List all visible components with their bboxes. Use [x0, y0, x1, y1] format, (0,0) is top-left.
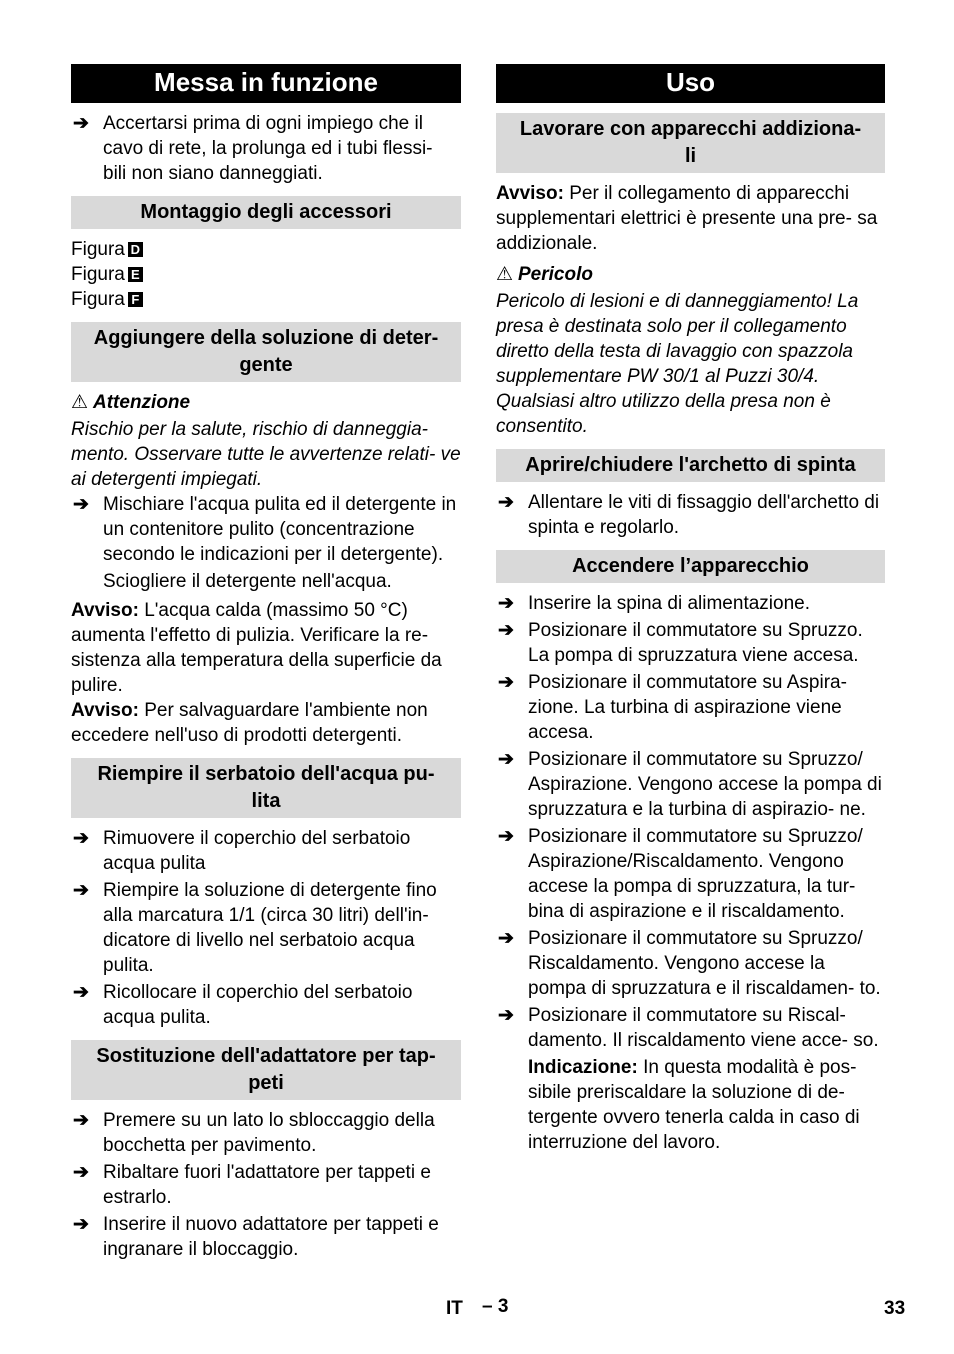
- arrow-icon: ➔: [73, 113, 89, 134]
- step-subtext: Sciogliere il detergente nell'acqua.: [103, 571, 392, 592]
- footer-page-number: 33: [884, 1298, 906, 1319]
- arrow-icon: ➔: [498, 826, 514, 847]
- step-text: Accertarsi prima di ogni impiego che il cavo di rete, la prolunga ed i tubi flessi- bili non siano danneggiati.: [103, 113, 433, 184]
- arrow-icon: ➔: [73, 1162, 89, 1183]
- figure-reference: [71, 237, 461, 262]
- note-label: Avviso:: [71, 700, 139, 721]
- arrow-icon: ➔: [498, 492, 514, 513]
- instruction-step: [496, 670, 885, 745]
- heading-line: Riempire il serbatoio dell'acqua pu-: [97, 763, 435, 785]
- subheading-archetto-spinta: Aprire/chiudere l'archetto di spinta: [496, 449, 885, 482]
- arrow-icon: ➔: [73, 880, 89, 901]
- section-title-uso: Uso: [496, 64, 885, 103]
- instruction-step: [71, 1108, 461, 1158]
- instruction-step: [71, 826, 461, 876]
- subheading-accendere-apparecchio: Accendere l’apparecchio: [496, 550, 885, 583]
- hint-text: In questa modalità è pos- sibile preriscaldare la soluzione di de- tergente ovvero tenerla calda in caso di interruzione del lavoro.: [528, 1057, 860, 1153]
- section-title-messa-in-funzione: Messa in funzione: [71, 64, 461, 103]
- note-paragraph: [71, 598, 461, 698]
- figure-badge: D: [128, 242, 143, 257]
- step-text: Posizionare il commutatore su Spruzzo/ Aspirazione. Vengono accese la pompa di spruzzatura e la turbina di aspirazio- ne.: [528, 749, 882, 820]
- hint-label: Indicazione:: [528, 1057, 638, 1078]
- instruction-step: [496, 490, 885, 540]
- arrow-icon: ➔: [498, 928, 514, 949]
- warning-label: Pericolo: [518, 264, 593, 285]
- instruction-step: [496, 824, 885, 924]
- note-label: Avviso:: [496, 183, 564, 204]
- heading-line: Sostituzione dell'adattatore per tap-: [96, 1045, 436, 1067]
- left-column: [71, 64, 461, 1264]
- step-text: Ricollocare il coperchio del serbatoio acqua pulita.: [103, 982, 413, 1028]
- arrow-icon: ➔: [498, 749, 514, 770]
- arrow-icon: ➔: [498, 593, 514, 614]
- warning-header: [496, 262, 885, 287]
- warning-text: Rischio per la salute, rischio di danneggia- mento. Osservare tutte le avvertenze relati- ve ai detergenti impiegati.: [71, 419, 461, 490]
- step-text: Riempire la soluzione di detergente fino alla marcatura 1/1 (circa 30 litri) dell'in- dicatore di livello nel serbatoio acqua pulita.: [103, 880, 437, 976]
- arrow-icon: ➔: [73, 1214, 89, 1235]
- instruction-step: [496, 1003, 885, 1053]
- step-text: Allentare le viti di fissaggio dell'archetto di spinta e regolarlo.: [528, 492, 880, 538]
- arrow-icon: ➔: [73, 828, 89, 849]
- warning-text: Pericolo di lesioni e di danneggiamento! La presa è destinata solo per il collegamento diretto della testa di lavaggio con spazzola supplementare PW 30/1 al Puzzi 30/4. Qualsiasi altro utilizzo della presa non è consentito.: [496, 291, 859, 437]
- note-paragraph: [496, 181, 885, 256]
- figure-label: Figura: [71, 239, 125, 260]
- hint-paragraph: [496, 1055, 885, 1155]
- heading-line: Aggiungere della soluzione di deter-: [93, 327, 439, 349]
- heading-line: Lavorare con apparecchi addiziona-: [519, 118, 862, 140]
- instruction-step: [71, 1212, 461, 1262]
- warning-triangle-icon: ⚠: [71, 392, 89, 413]
- warning-label: Attenzione: [93, 392, 191, 413]
- figure-reference: [71, 287, 461, 312]
- note-text: Per salvaguardare l'ambiente non eccedere nell'uso di prodotti detergenti.: [71, 700, 428, 746]
- step-text: Posizionare il commutatore su Spruzzo/ Aspirazione/Riscaldamento. Vengono accese la pompa di spruzzatura, la tur- bina di aspirazione e il riscaldamento.: [528, 826, 863, 922]
- step-text: Mischiare l'acqua pulita ed il detergente in un contenitore pulito (concentrazione secondo le indicazioni per il detergente).: [103, 494, 457, 565]
- arrow-icon: ➔: [73, 982, 89, 1003]
- arrow-icon: ➔: [498, 1005, 514, 1026]
- heading-line: gente: [239, 354, 293, 376]
- heading-line: lita: [251, 790, 281, 812]
- step-text: Ribaltare fuori l'adattatore per tappeti e estrarlo.: [103, 1162, 431, 1208]
- heading-line: li: [684, 145, 697, 167]
- warning-triangle-icon: ⚠: [496, 264, 514, 285]
- arrow-icon: ➔: [73, 1110, 89, 1131]
- figure-badge: E: [128, 267, 143, 282]
- instruction-step: [71, 1160, 461, 1210]
- right-column: [496, 64, 885, 1159]
- step-text: Inserire la spina di alimentazione.: [528, 593, 810, 614]
- figure-label: Figura: [71, 264, 125, 285]
- instruction-step: [71, 492, 461, 567]
- footer-section-number: – 3: [482, 1296, 509, 1317]
- heading-line: peti: [248, 1072, 284, 1094]
- instruction-step: [71, 111, 461, 186]
- instruction-step: [496, 747, 885, 822]
- subheading-aggiungere-detergente: [71, 322, 461, 382]
- note-text: Per il collegamento di apparecchi supplementari elettrici è presente una pre- sa addizionale.: [496, 183, 878, 254]
- step-text: Premere su un lato lo sbloccaggio della bocchetta per pavimento.: [103, 1110, 435, 1156]
- instruction-step: [496, 618, 885, 668]
- footer-language: IT: [446, 1298, 463, 1319]
- note-paragraph: [71, 698, 461, 748]
- figure-reference: [71, 262, 461, 287]
- instruction-step: [71, 878, 461, 978]
- step-text: Posizionare il commutatore su Spruzzo. La pompa di spruzzatura viene accesa.: [528, 620, 863, 666]
- note-text: L'acqua calda (massimo 50 °C) aumenta l'effetto di pulizia. Verificare la re- sistenza alla temperatura della superficie da pulire.: [71, 600, 442, 696]
- arrow-icon: ➔: [73, 494, 89, 515]
- step-text: Inserire il nuovo adattatore per tappeti e ingranare il bloccaggio.: [103, 1214, 439, 1260]
- warning-header: [71, 390, 461, 415]
- figure-label: Figura: [71, 289, 125, 310]
- instruction-step: [496, 926, 885, 1001]
- note-label: Avviso:: [71, 600, 139, 621]
- arrow-icon: ➔: [498, 620, 514, 641]
- figure-badge: F: [128, 292, 143, 307]
- subheading-montaggio: Montaggio degli accessori: [71, 196, 461, 229]
- instruction-step: [496, 591, 885, 616]
- step-text: Posizionare il commutatore su Spruzzo/ Riscaldamento. Vengono accese la pompa di spruzzatura e il riscaldamen- to.: [528, 928, 881, 999]
- step-text: Posizionare il commutatore su Riscal- damento. Il riscaldamento viene acce- so.: [528, 1005, 879, 1051]
- step-text: Posizionare il commutatore su Aspira- zione. La turbina di aspirazione viene accesa.: [528, 672, 847, 743]
- subheading-riempire-serbatoio: [71, 758, 461, 818]
- step-text: Rimuovere il coperchio del serbatoio acqua pulita: [103, 828, 411, 874]
- instruction-step: [71, 980, 461, 1030]
- arrow-icon: ➔: [498, 672, 514, 693]
- subheading-sostituzione-adattatore: [71, 1040, 461, 1100]
- subheading-apparecchi-addizionali: [496, 113, 885, 173]
